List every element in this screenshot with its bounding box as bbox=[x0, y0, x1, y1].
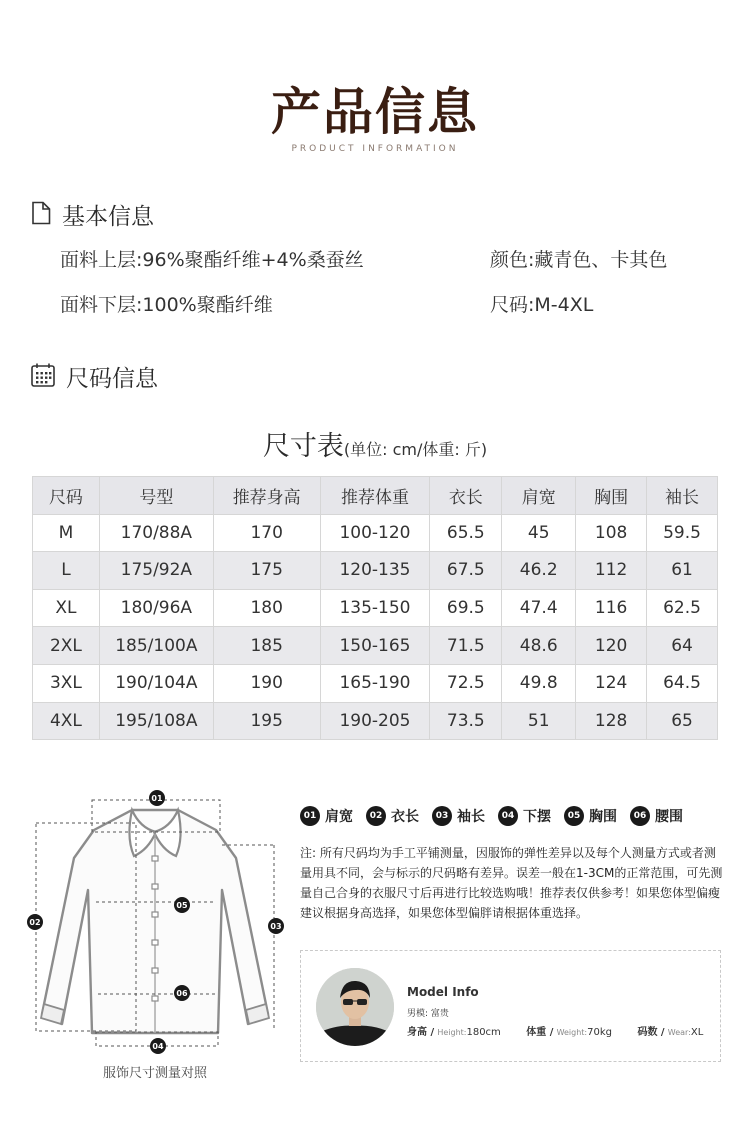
size-info-heading bbox=[30, 360, 158, 393]
table-cell: 69.5 bbox=[430, 589, 502, 627]
table-cell: 190-205 bbox=[320, 702, 430, 740]
table-cell: 4XL bbox=[33, 702, 100, 740]
table-cell: 190/104A bbox=[99, 664, 213, 702]
table-cell: 150-165 bbox=[320, 627, 430, 665]
basic-info-label: 基本信息 bbox=[62, 204, 154, 230]
table-cell: 64.5 bbox=[647, 664, 718, 702]
table-cell: 185/100A bbox=[99, 627, 213, 665]
table-cell: 108 bbox=[576, 514, 647, 552]
legend-number: 02 bbox=[366, 806, 386, 826]
table-cell: 116 bbox=[576, 589, 647, 627]
garment-measurement-diagram bbox=[22, 788, 292, 1058]
table-cell: 128 bbox=[576, 702, 647, 740]
legend-item bbox=[432, 806, 485, 826]
table-cell: 73.5 bbox=[430, 702, 502, 740]
height-label: 身高 / bbox=[407, 1027, 435, 1038]
column-header: 推荐体重 bbox=[320, 477, 430, 515]
table-row bbox=[33, 702, 718, 740]
fabric-lower: 面料下层:100%聚酯纤维 bbox=[60, 294, 273, 316]
table-cell: 170 bbox=[213, 514, 320, 552]
table-cell: 180 bbox=[213, 589, 320, 627]
model-stats bbox=[407, 1023, 703, 1038]
legend-number: 03 bbox=[432, 806, 452, 826]
diagram-caption: 服饰尺寸测量对照 bbox=[102, 1066, 207, 1081]
measurement-legend bbox=[300, 806, 696, 826]
height-value: 180cm bbox=[466, 1027, 501, 1038]
table-cell: 175/92A bbox=[99, 552, 213, 590]
column-header: 袖长 bbox=[647, 477, 718, 515]
table-cell: 64 bbox=[647, 627, 718, 665]
svg-text:06: 06 bbox=[176, 989, 188, 998]
table-cell: 112 bbox=[576, 552, 647, 590]
size-range: 尺码:M-4XL bbox=[490, 294, 594, 316]
table-cell: 165-190 bbox=[320, 664, 430, 702]
basic-info-heading bbox=[30, 198, 154, 231]
size-table-title bbox=[0, 424, 750, 463]
legend-label: 袖长 bbox=[457, 809, 485, 825]
legend-number: 06 bbox=[630, 806, 650, 826]
legend-label: 下摆 bbox=[523, 809, 551, 825]
size-table bbox=[32, 476, 718, 740]
table-cell: 61 bbox=[647, 552, 718, 590]
table-cell: 170/88A bbox=[99, 514, 213, 552]
table-cell: 124 bbox=[576, 664, 647, 702]
size-value: XL bbox=[690, 1027, 704, 1038]
table-cell: 45 bbox=[502, 514, 576, 552]
table-cell: 59.5 bbox=[647, 514, 718, 552]
table-header-row bbox=[33, 477, 718, 515]
size-en: Wear: bbox=[667, 1028, 691, 1037]
legend-item bbox=[564, 806, 617, 826]
table-cell: 72.5 bbox=[430, 664, 502, 702]
legend-label: 腰围 bbox=[655, 809, 683, 825]
table-cell: 67.5 bbox=[430, 552, 502, 590]
weight-en: Weight: bbox=[556, 1028, 588, 1037]
height-en: Height: bbox=[437, 1028, 467, 1037]
table-cell: 62.5 bbox=[647, 589, 718, 627]
legend-label: 胸围 bbox=[589, 809, 617, 825]
size-info-label: 尺码信息 bbox=[66, 366, 158, 392]
column-header: 推荐身高 bbox=[213, 477, 320, 515]
table-cell: 100-120 bbox=[320, 514, 430, 552]
size-table-title-text: 尺寸表 bbox=[262, 431, 344, 462]
legend-item bbox=[630, 806, 683, 826]
table-cell: 2XL bbox=[33, 627, 100, 665]
table-cell: 120 bbox=[576, 627, 647, 665]
model-avatar bbox=[316, 968, 394, 1046]
table-cell: 190 bbox=[213, 664, 320, 702]
page-title: 产品信息 bbox=[271, 83, 479, 141]
legend-number: 05 bbox=[564, 806, 584, 826]
weight-value: 70kg bbox=[587, 1027, 613, 1038]
table-cell: L bbox=[33, 552, 100, 590]
fabric-upper: 面料上层:96%聚酯纤维+4%桑蚕丝 bbox=[60, 249, 364, 271]
table-cell: 46.2 bbox=[502, 552, 576, 590]
weight-label: 体重 / bbox=[526, 1027, 554, 1038]
measurement-note: 注: 所有尺码均为手工平铺测量，因服饰的弹性差异以及每个人测量方式或者测量用具不同，会与标示的尺码略有差异。误差一般在1-3CM的正常范围，可先测量自己合身的衣服尺寸后再进行比较选购哦！推荐表仅供参考！如果您体型偏瘦建议根据身高选择，如果您体型偏胖请根据体重选择。 bbox=[300, 846, 723, 920]
column-header: 尺码 bbox=[33, 477, 100, 515]
table-cell: 175 bbox=[213, 552, 320, 590]
size-label: 码数 / bbox=[637, 1027, 665, 1038]
svg-text:05: 05 bbox=[176, 901, 188, 910]
table-cell: 185 bbox=[213, 627, 320, 665]
model-info-title: Model Info bbox=[407, 985, 479, 999]
table-cell: 51 bbox=[502, 702, 576, 740]
svg-text:04: 04 bbox=[152, 1042, 164, 1051]
table-row bbox=[33, 514, 718, 552]
legend-item bbox=[498, 806, 551, 826]
table-cell: M bbox=[33, 514, 100, 552]
calendar-icon bbox=[30, 362, 56, 392]
table-cell: 65 bbox=[647, 702, 718, 740]
column-header: 衣长 bbox=[430, 477, 502, 515]
table-cell: 65.5 bbox=[430, 514, 502, 552]
legend-label: 衣长 bbox=[391, 809, 419, 825]
model-name: 男模: 富贵 bbox=[407, 1009, 449, 1019]
size-table-unit: (单位: cm/体重: 斤) bbox=[343, 440, 488, 459]
table-cell: 49.8 bbox=[502, 664, 576, 702]
legend-item bbox=[300, 806, 353, 826]
column-header: 胸围 bbox=[576, 477, 647, 515]
table-cell: 71.5 bbox=[430, 627, 502, 665]
table-row bbox=[33, 627, 718, 665]
table-row bbox=[33, 589, 718, 627]
table-cell: 48.6 bbox=[502, 627, 576, 665]
table-cell: 195 bbox=[213, 702, 320, 740]
table-cell: 135-150 bbox=[320, 589, 430, 627]
color-info: 颜色:藏青色、卡其色 bbox=[490, 249, 668, 271]
legend-number: 04 bbox=[498, 806, 518, 826]
svg-text:03: 03 bbox=[270, 922, 282, 931]
legend-number: 01 bbox=[300, 806, 320, 826]
svg-text:02: 02 bbox=[29, 918, 41, 927]
column-header: 肩宽 bbox=[502, 477, 576, 515]
document-icon bbox=[30, 201, 52, 229]
table-cell: XL bbox=[33, 589, 100, 627]
table-row bbox=[33, 552, 718, 590]
table-cell: 3XL bbox=[33, 664, 100, 702]
model-info-card bbox=[300, 950, 721, 1062]
legend-item bbox=[366, 806, 419, 826]
table-cell: 180/96A bbox=[99, 589, 213, 627]
table-cell: 120-135 bbox=[320, 552, 430, 590]
table-cell: 47.4 bbox=[502, 589, 576, 627]
legend-label: 肩宽 bbox=[325, 809, 353, 825]
column-header: 号型 bbox=[99, 477, 213, 515]
table-row bbox=[33, 664, 718, 702]
page-subtitle: PRODUCT INFORMATION bbox=[291, 144, 459, 154]
table-cell: 195/108A bbox=[99, 702, 213, 740]
svg-text:01: 01 bbox=[151, 794, 163, 803]
